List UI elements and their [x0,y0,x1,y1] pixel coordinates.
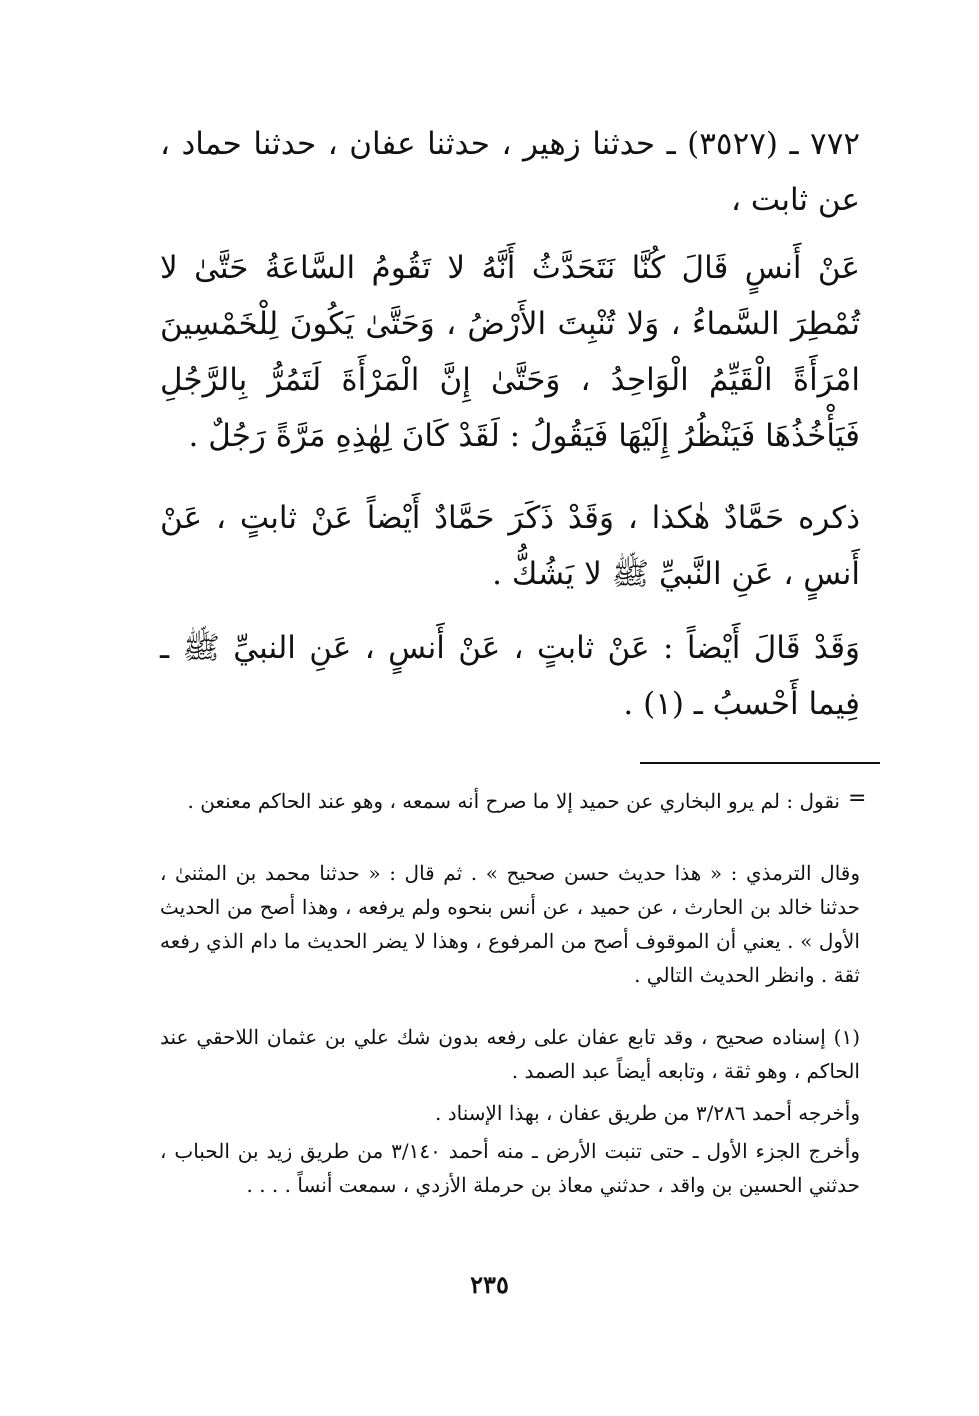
page-number: ٢٣٥ [470,1270,509,1299]
footnote-1-ahmad: وأخرجه أحمد ٣/٢٨٦ من طريق عفان ، بهذا الإسناد . [434,1101,860,1125]
hadith-text: عَنْ أَنسٍ قَالَ كُنَّا نَتَحَدَّثُ أَنَّهُ لا تَقُومُ السَّاعَةُ حَتَّىٰ لا تُمْطِرَ السَّماءُ ، وَلا تُنْبِتَ الأَرْضُ ، وَحَتَّىٰ يَكُونَ لِلْخَمْسِينَ امْرَأَةً الْقَيِّمُ الْوَاحِدُ ، وَحَتَّىٰ إِنَّ الْمَرْأَةَ لَتَمُرُّ بِالرَّجُلِ فَيَأْخُذُهَا فَيَنْظُرُ إِلَيْهَا فَيَقُولُ : لَقَدْ كَانَ لِهٰذِهِ مَرَّةً رَجُلٌ . [160,250,860,454]
continuation-mark: = [848,786,867,811]
footnote-continuation: نقول : لم يرو البخاري عن حميد إلا ما صرح أنه سمعه ، وهو عند الحاكم معنعن . [187,789,840,813]
hadith-remark-2: وَقَدْ قَالَ أَيْضاً : عَنْ ثابتٍ ، عَنْ أَنسٍ ، عَنِ النبيِّ ﷺ ـ فِيما أَحْسبُ ـ (١) . [160,630,860,722]
hadith-heading: ٧٧٢ ـ (٣٥٢٧) ـ حدثنا زهير ، حدثنا عفان ، حدثنا حماد ، عن ثابت ، [160,126,860,218]
footnote-separator [640,762,880,764]
footnote-tirmidhi: وقال الترمذي : « هذا حديث حسن صحيح » . ثم قال : « حدثنا محمد بن المثنىٰ ، حدثنا خالد بن الحارث ، عن حميد ، عن أنس بنحوه ولم يرفعه ، وهذا أصح من الحديث الأول » . يعني أن الموقوف أصح من المرفوع ، وهذا لا يضر الحديث ما دام الذي رفعه ثقة . وانظر الحديث التالي . [160,861,860,987]
footnote-1-partial: وأخرج الجزء الأول ـ حتى تنبت الأرض ـ منه أحمد ٣/١٤٠ من طريق زيد بن الحباب ، حدثني الحسين بن واقد ، حدثني معاذ بن حرملة الأزدي ، سمعت أنساً . . . . [160,1139,860,1197]
hadith-remark-1: ذكره حَمَّادٌ هٰكذا ، وَقَدْ ذَكَرَ حَمَّادٌ أَيْضاً عَنْ ثابتٍ ، عَنْ أَنسٍ ، عَنِ النَّبيِّ ﷺ لا يَشُكُّ . [160,500,860,592]
footnote-1: (١) إسناده صحيح ، وقد تابع عفان على رفعه بدون شك علي بن عثمان اللاحقي عند الحاكم ، وهو ثقة ، وتابعه أيضاً عبد الصمد . [160,1025,860,1083]
